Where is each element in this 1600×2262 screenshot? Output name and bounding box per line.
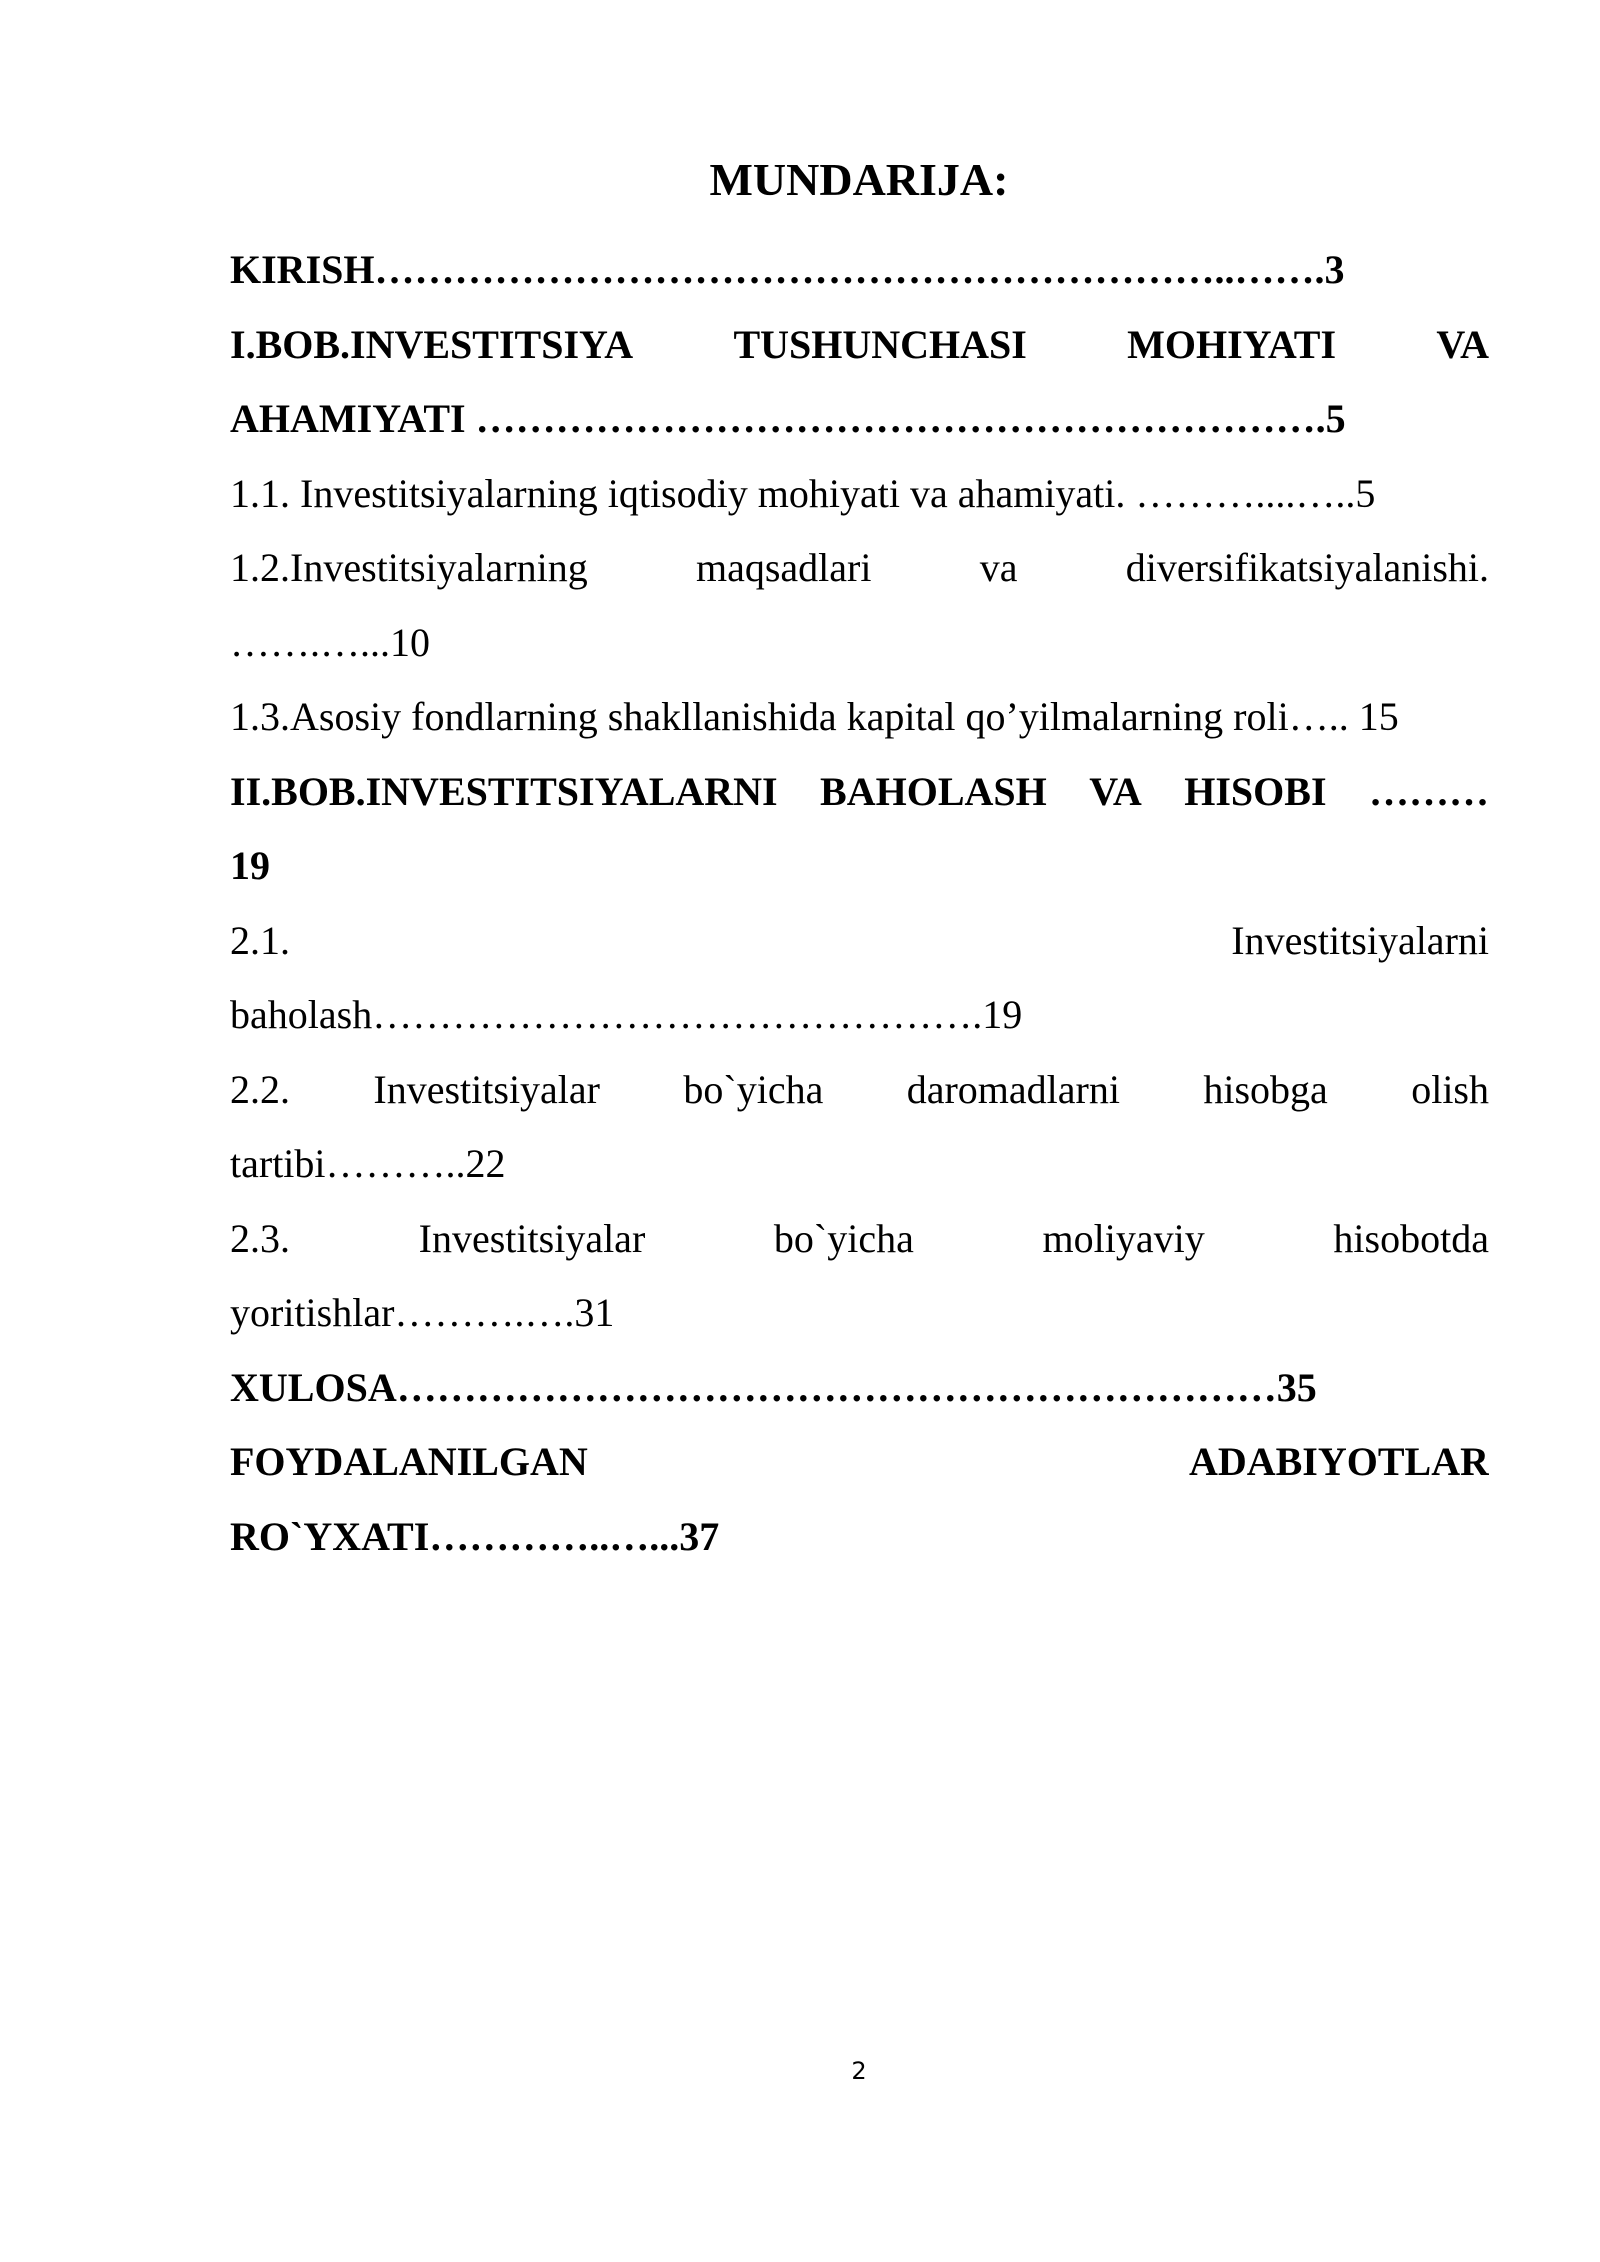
toc-word: TUSHUNCHASI (733, 321, 1027, 367)
toc-word: maqsadlari (695, 545, 872, 590)
toc-word: ……… (1368, 768, 1489, 814)
toc-word: 2.3. (230, 1215, 290, 1261)
toc-word: olish (1411, 1066, 1489, 1112)
toc-word: bo`yicha (683, 1066, 824, 1112)
table-of-contents (230, 233, 1489, 1574)
toc-entry-xulosa: XULOSA…………………………………………………………35 (230, 1364, 1317, 1410)
toc-entry-2-2 (230, 1053, 1489, 1128)
toc-entry-2-2-cont: tartibi………..22 (230, 1141, 506, 1186)
toc-word: va (979, 545, 1018, 590)
toc-word: bo`yicha (773, 1215, 914, 1261)
toc-word: 2.2. (230, 1066, 290, 1112)
toc-entry-chapter-1-cont: AHAMIYATI ……………………………………………………….5 (230, 396, 1346, 441)
page-title: MUNDARIJA: (709, 154, 1009, 205)
page-number: 2 (851, 2057, 867, 2085)
toc-word: hisobga (1203, 1066, 1328, 1112)
toc-word: II.BOB.INVESTITSIYALARNI (230, 768, 778, 814)
toc-word: FOYDALANILGAN (230, 1439, 588, 1484)
toc-entry-kirish: KIRISH………………………………………………………..…….3 (230, 247, 1345, 292)
toc-entry-1-2 (230, 531, 1489, 606)
toc-word: Investitsiyalar (418, 1215, 646, 1261)
toc-entry-2-3-cont: yoritishlar……….….31 (230, 1290, 615, 1335)
toc-word: Investitsiyalarni (1231, 917, 1489, 963)
toc-word: diversifikatsiyalanishi. (1125, 545, 1489, 590)
toc-entry-1-1: 1.1. Investitsiyalarning iqtisodiy mohiyati va ahamiyati. ………....…..5 (230, 470, 1376, 516)
toc-word: 2.1. (230, 917, 290, 963)
toc-word: ADABIYOTLAR (1188, 1439, 1489, 1484)
toc-word: MOHIYATI (1127, 321, 1337, 367)
toc-entry-1-3: 1.3.Asosiy fondlarning shakllanishida kapital qo’yilmalarning roli….. 15 (230, 694, 1399, 739)
toc-entry-chapter-2-cont: 19 (230, 843, 270, 888)
toc-word: hisobotda (1333, 1215, 1489, 1261)
toc-word: VA (1436, 321, 1489, 367)
toc-entry-adabiyotlar-cont: RO`YXATI…………..…...37 (230, 1513, 720, 1559)
toc-word: moliyaviy (1042, 1215, 1205, 1261)
toc-word: I.BOB.INVESTITSIYA (230, 321, 634, 367)
toc-entry-chapter-2 (230, 755, 1489, 830)
toc-entry-adabiyotlar (230, 1425, 1489, 1500)
toc-entry-chapter-1 (230, 308, 1489, 383)
toc-entry-2-1-cont: baholash……………………………………….19 (230, 992, 1023, 1037)
toc-word: daromadlarni (906, 1066, 1120, 1112)
toc-entry-1-2-cont: …….…...10 (230, 619, 430, 665)
toc-word: HISOBI (1184, 768, 1327, 814)
toc-word: BAHOLASH (820, 768, 1047, 814)
toc-entry-2-1 (230, 904, 1489, 979)
toc-word: 1.2.Investitsiyalarning (230, 545, 588, 590)
toc-word: Investitsiyalar (373, 1066, 600, 1112)
toc-entry-2-3 (230, 1202, 1489, 1277)
toc-word: VA (1089, 768, 1142, 814)
